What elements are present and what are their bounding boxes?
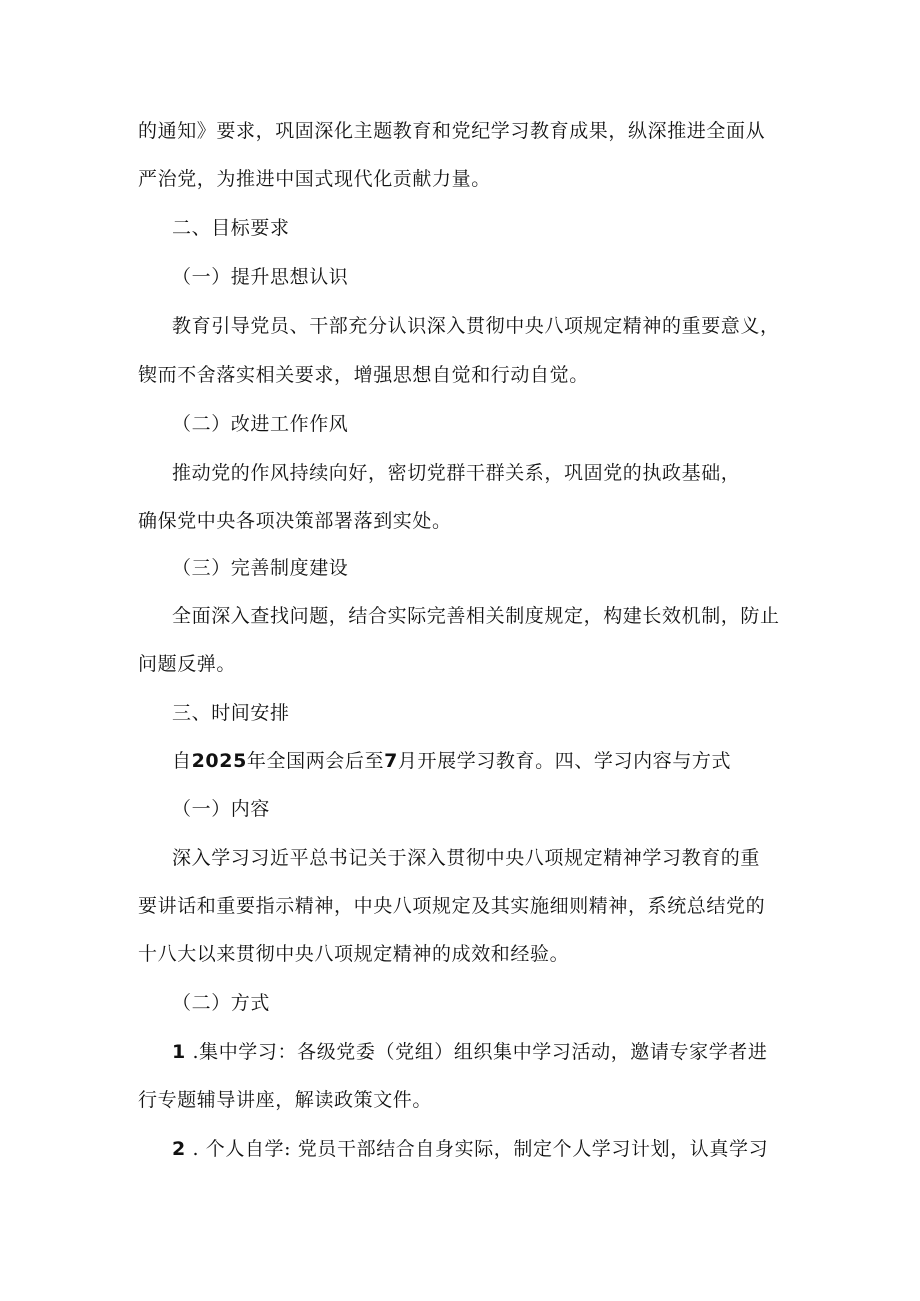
year-number: 2025 — [191, 750, 247, 772]
paragraph-line: 严治党，为推进中国式现代化贡献力量。 — [138, 168, 491, 190]
paragraph-line: 全面深入查找问题，结合实际完善相关制度规定，构建长效机制，防止 — [172, 605, 780, 627]
paragraph-line: 要讲话和重要指示精神，中央八项规定及其实施细则精神，系统总结党的 — [138, 895, 766, 917]
paragraph-line: 十八大以来贯彻中央八项规定精神的成效和经验。 — [138, 943, 570, 965]
list-item-text: . 个人自学: 党员干部结合自身实际，制定个人学习计划，认真学习 — [185, 1138, 769, 1160]
month-number: 7 — [384, 750, 398, 772]
paragraph-line: 行专题辅导讲座，解读政策文件。 — [138, 1089, 433, 1111]
section-heading: 二、目标要求 — [172, 217, 290, 239]
paragraph-line: 推动党的作风持续向好，密切党群干群关系，巩固党的执政基础， — [172, 462, 741, 484]
paragraph-line — [172, 748, 832, 774]
text-segment: 月开展学习教育。四、学习内容与方式 — [397, 750, 732, 772]
paragraph-line: 确保党中央各项决策部署落到实处。 — [138, 510, 452, 532]
subsection-heading: （三）完善制度建设 — [172, 557, 349, 579]
list-number: 1 — [172, 1041, 186, 1063]
list-item — [172, 1136, 832, 1162]
paragraph-line: 锲而不舍落实相关要求，增强思想自觉和行动自觉。 — [138, 364, 589, 386]
list-item — [172, 1039, 832, 1065]
list-number: 2 — [172, 1138, 186, 1160]
paragraph-line: 的通知》要求，巩固深化主题教育和党纪学习教育成果，纵深推进全面从 — [138, 120, 766, 142]
subsection-heading: （二）改进工作作风 — [172, 413, 349, 435]
subsection-heading: （一）内容 — [172, 798, 271, 820]
paragraph-line: 问题反弹。 — [138, 653, 237, 675]
subsection-heading: （一）提升思想认识 — [172, 266, 349, 288]
section-heading: 三、时间安排 — [172, 702, 290, 724]
list-item-text: .集中学习：各级党委（党组）组织集中学习活动，邀请专家学者进 — [185, 1041, 768, 1063]
paragraph-line: 深入学习习近平总书记关于深入贯彻中央八项规定精神学习教育的重 — [172, 847, 761, 869]
subsection-heading: （二）方式 — [172, 992, 271, 1014]
text-segment: 自 — [172, 750, 192, 772]
paragraph-line: 教育引导党员、干部充分认识深入贯彻中央八项规定精神的重要意义， — [172, 315, 780, 337]
text-segment: 年全国两会后至 — [246, 750, 385, 772]
